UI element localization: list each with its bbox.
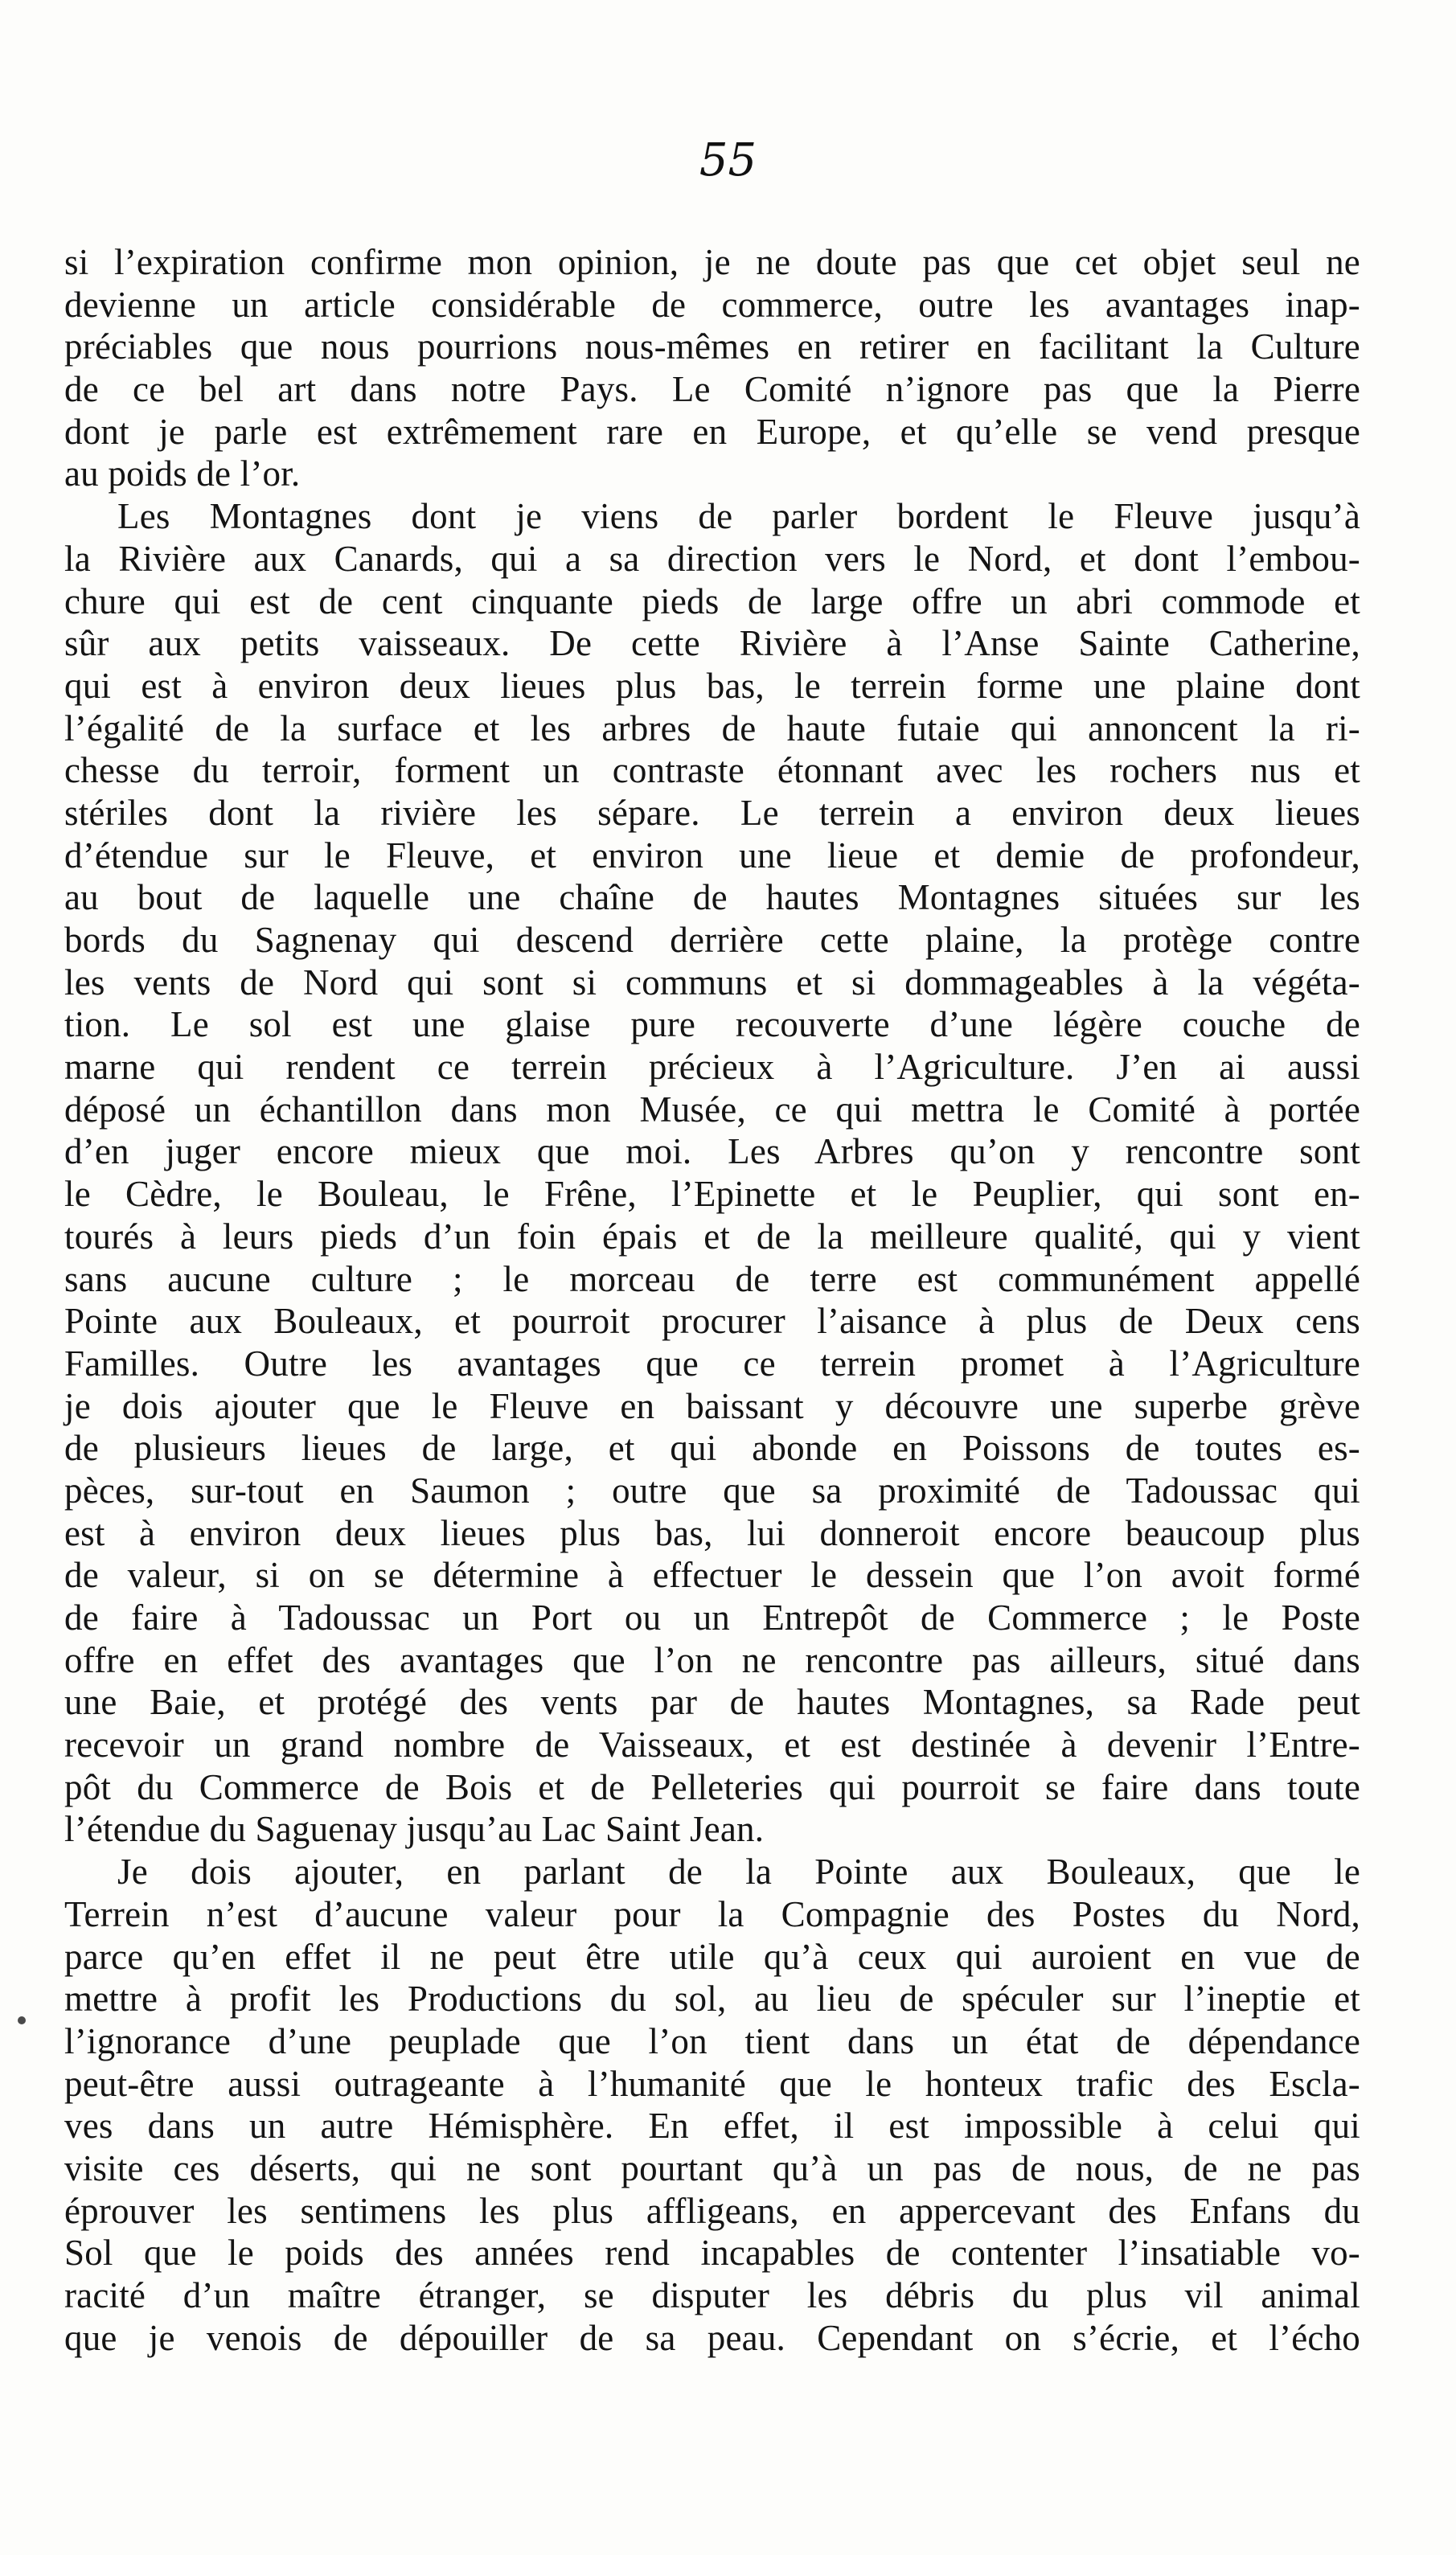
text-line: au bout de laquelle une chaîne de hautes Montagnes situées sur les xyxy=(64,877,1360,918)
text-line: sans aucune culture ; le morceau de terre est communément appellé xyxy=(64,1258,1360,1299)
text-line: au poids de l’or. xyxy=(64,453,301,494)
text-line: que je venois de dépouiller de sa peau. Cependant on s’écrie, et l’écho xyxy=(64,2317,1360,2358)
text-line: tion. Le sol est une glaise pure recouverte d’une légère couche de xyxy=(64,1004,1360,1045)
text-line: une Baie, et protégé des vents par de hautes Montagnes, sa Rade peut xyxy=(64,1682,1360,1723)
text-line: de faire à Tadoussac un Port ou un Entrepôt de Commerce ; le Poste xyxy=(64,1597,1360,1638)
text-line: stériles dont la rivière les sépare. Le terrein a environ deux lieues xyxy=(64,792,1360,833)
text-line: l’égalité de la surface et les arbres de haute futaie qui annoncent la ri- xyxy=(64,707,1360,748)
text-line: marne qui rendent ce terrein précieux à l’Agriculture. J’en ai aussi xyxy=(64,1047,1360,1088)
text-line: d’étendue sur le Fleuve, et environ une lieue et demie de profondeur, xyxy=(64,835,1360,876)
text-line: qui est à environ deux lieues plus bas, le terrein forme une plaine dont xyxy=(64,665,1360,706)
text-line: devienne un article considérable de commerce, outre les avantages inap- xyxy=(64,284,1360,325)
text-line: préciables que nous pourrions nous-mêmes en retirer en facilitant la Culture xyxy=(64,326,1360,367)
text-line: ves dans un autre Hémisphère. En effet, il est impossible à celui qui xyxy=(64,2106,1360,2147)
text-line: l’ignorance d’une peuplade que l’on tient dans un état de dépendance xyxy=(64,2020,1360,2061)
text-line: parce qu’en effet il ne peut être utile qu’à ceux qui auroient en vue de xyxy=(64,1936,1360,1977)
body-text xyxy=(64,241,1360,2359)
text-line: sûr aux petits vaisseaux. De cette Rivière à l’Anse Sainte Catherine, xyxy=(64,623,1360,664)
text-line: est à environ deux lieues plus bas, lui donneroit encore beaucoup plus xyxy=(64,1512,1360,1553)
text-line: je dois ajouter que le Fleuve en baissant y découvre une superbe grève xyxy=(64,1385,1360,1426)
text-line: bords du Sagnenay qui descend derrière cette plaine, la protège contre xyxy=(64,920,1360,960)
text-line: Familles. Outre les avantages que ce terrein promet à l’Agriculture xyxy=(64,1343,1360,1384)
margin-dot xyxy=(18,2016,26,2024)
text-line: Pointe aux Bouleaux, et pourroit procurer l’aisance à plus de Deux cens xyxy=(64,1301,1360,1342)
text-line: Sol que le poids des années rend incapables de contenter l’insatiable vo- xyxy=(64,2233,1360,2274)
text-line: pèces, sur-tout en Saumon ; outre que sa proximité de Tadoussac qui xyxy=(64,1470,1360,1511)
text-line: mettre à profit les Productions du sol, au lieu de spéculer sur l’ineptie et xyxy=(64,1979,1360,2020)
text-line: recevoir un grand nombre de Vaisseaux, et est destinée à devenir l’Entre- xyxy=(64,1725,1360,1766)
text-line: chure qui est de cent cinquante pieds de large offre un abri commode et xyxy=(64,580,1360,621)
text-line: pôt du Commerce de Bois et de Pelleteries qui pourroit se faire dans toute xyxy=(64,1766,1360,1807)
text-line: peut-être aussi outrageante à l’humanité que le honteux trafic des Escla- xyxy=(64,2063,1360,2104)
text-line: si l’expiration confirme mon opinion, je ne doute pas que cet objet seul ne xyxy=(64,242,1360,282)
text-line: déposé un échantillon dans mon Musée, ce qui mettra le Comité à portée xyxy=(64,1089,1360,1130)
text-line: Terrein n’est d’aucune valeur pour la Compagnie des Postes du Nord, xyxy=(64,1893,1360,1934)
text-line: la Rivière aux Canards, qui a sa direction vers le Nord, et dont l’embou- xyxy=(64,538,1360,579)
text-line: racité d’un maître étranger, se disputer les débris du plus vil animal xyxy=(64,2275,1360,2315)
text-line: dont je parle est extrêmement rare en Europe, et qu’elle se vend presque xyxy=(64,411,1360,452)
text-line: offre en effet des avantages que l’on ne rencontre pas ailleurs, situé dans xyxy=(64,1639,1360,1680)
text-line: de ce bel art dans notre Pays. Le Comité n’ignore pas que la Pierre xyxy=(64,369,1360,410)
text-line: d’en juger encore mieux que moi. Les Arbres qu’on y rencontre sont xyxy=(64,1131,1360,1172)
text-line: éprouver les sentimens les plus affligeans, en appercevant des Enfans du xyxy=(64,2190,1360,2231)
text-line: l’étendue du Saguenay jusqu’au Lac Saint Jean. xyxy=(64,1809,765,1850)
text-line: Je dois ajouter, en parlant de la Pointe aux Bouleaux, que le xyxy=(117,1852,1360,1893)
text-line: les vents de Nord qui sont si communs et si dommageables à la végéta- xyxy=(64,962,1360,1003)
text-line: visite ces déserts, qui ne sont pourtant qu’à un pas de nous, de ne pas xyxy=(64,2147,1360,2188)
text-line: tourés à leurs pieds d’un foin épais et de la meilleure qualité, qui y vient xyxy=(64,1216,1360,1257)
text-line: Les Montagnes dont je viens de parler bordent le Fleuve jusqu’à xyxy=(117,496,1360,537)
text-line: de plusieurs lieues de large, et qui abonde en Poissons de toutes es- xyxy=(64,1428,1360,1469)
text-line: chesse du terroir, forment un contraste étonnant avec les rochers nus et xyxy=(64,750,1360,791)
page-number: 55 xyxy=(699,134,757,187)
text-line: le Cèdre, le Bouleau, le Frêne, l’Epinette et le Peuplier, qui sont en- xyxy=(64,1174,1360,1215)
text-line: de valeur, si on se détermine à effectuer le dessein que l’on avoit formé xyxy=(64,1555,1360,1596)
